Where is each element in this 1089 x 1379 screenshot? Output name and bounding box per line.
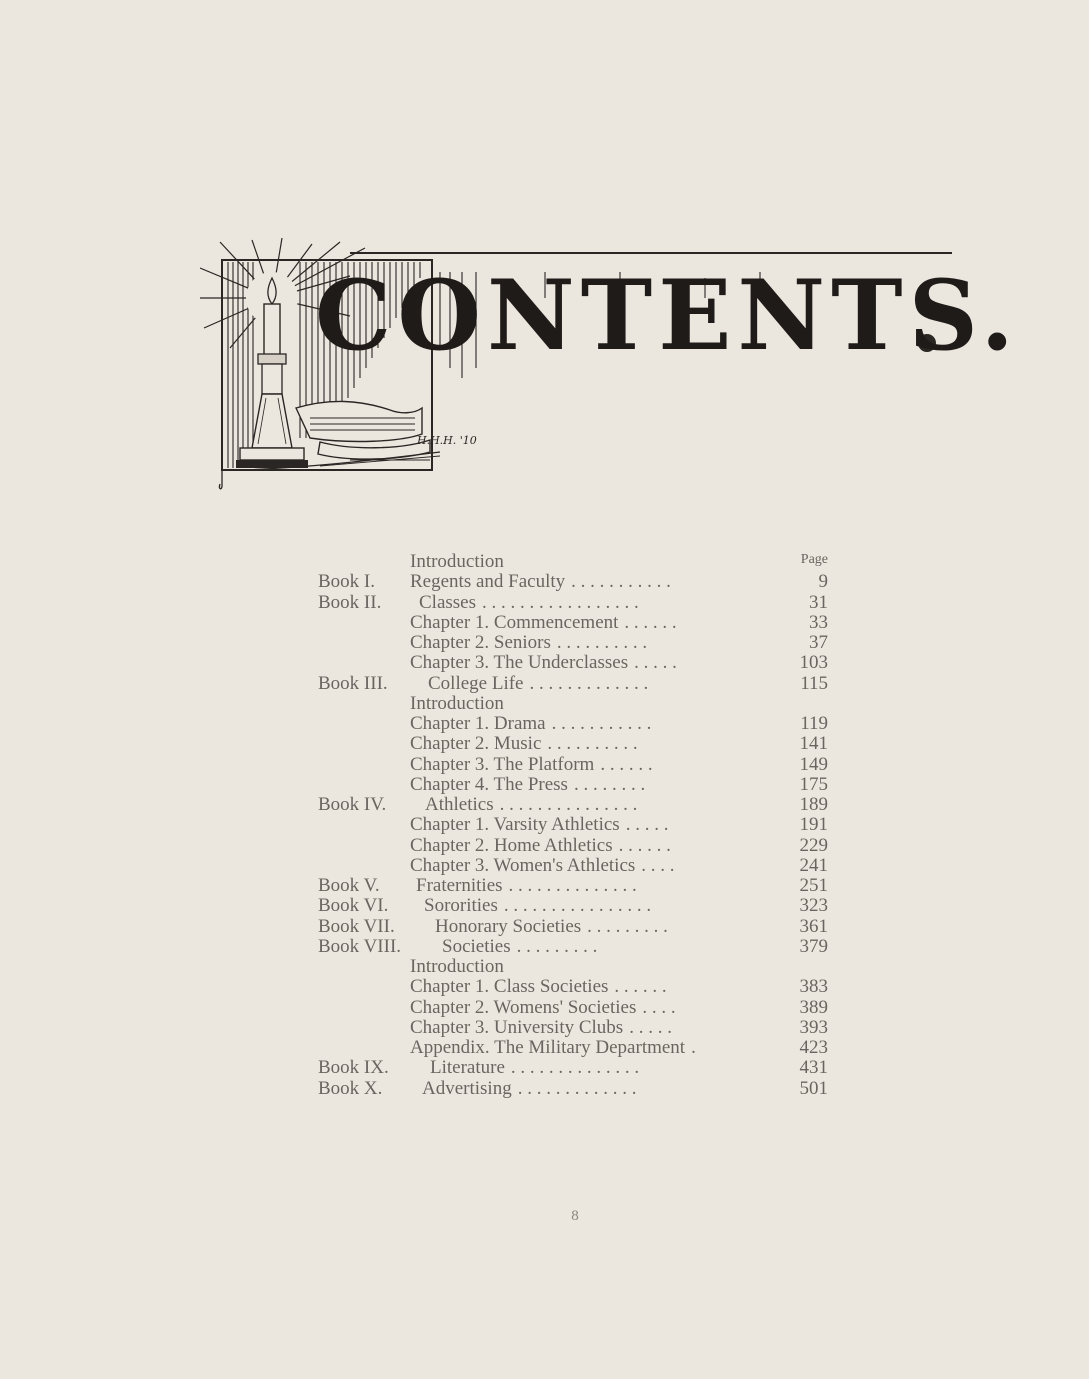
toc-entry-title — [428, 674, 648, 694]
toc-book-label: Book III. — [318, 672, 388, 694]
toc-title-text: Athletics — [425, 794, 494, 815]
toc-entry — [318, 917, 830, 937]
toc-entry — [318, 714, 830, 734]
toc-entry-title — [410, 1038, 696, 1058]
toc-page-number: 141 — [799, 733, 828, 755]
toc-dot-leader: . — [691, 1037, 696, 1058]
toc-dot-leader: . . . . . — [629, 1016, 672, 1038]
toc-title-text: College Life — [428, 672, 524, 694]
toc-entry-title — [410, 694, 510, 714]
toc-entry-title — [410, 755, 653, 775]
toc-title-text: Chapter 2. Home Athletics — [410, 834, 613, 856]
toc-entry-title — [410, 977, 667, 997]
toc-entry-title — [410, 714, 651, 734]
toc-entry-title — [425, 795, 637, 815]
toc-title-text: Introduction — [410, 551, 504, 572]
page-title: CONTENTS. — [315, 259, 1020, 372]
toc-dot-leader: . . . . — [641, 854, 675, 876]
toc-page-number: 37 — [809, 632, 828, 653]
toc-page-number: 423 — [799, 1037, 828, 1058]
toc-entry — [318, 998, 830, 1018]
toc-book-label: Book I. — [318, 571, 375, 593]
toc-dot-leader: . . . . . . — [624, 611, 677, 633]
toc-dot-leader: . . . . . . . . . . — [547, 733, 638, 755]
toc-entry-title — [422, 1079, 636, 1099]
toc-entry — [318, 674, 830, 694]
toc-page-number: 33 — [809, 611, 828, 633]
toc-title-text: Appendix. The Military Department — [410, 1037, 686, 1058]
toc-title-text: Chapter 2. Music — [410, 733, 542, 755]
toc-page-number: 323 — [799, 895, 828, 917]
toc-dot-leader: . . . . . . . . . — [587, 915, 668, 937]
toc-title-text: Chapter 1. Varsity Athletics — [410, 814, 620, 836]
toc-entry — [318, 856, 830, 876]
toc-dot-leader: . . . . — [642, 996, 676, 1018]
toc-title-text: Fraternities — [416, 875, 503, 896]
toc-dot-leader: . . . . . . — [614, 976, 667, 998]
toc-entry — [318, 1038, 830, 1058]
toc-dot-leader: . . . . . . . . . . — [556, 632, 648, 653]
toc-book-label: Book IV. — [318, 794, 387, 815]
toc-dot-leader: . . . . . . . . — [573, 773, 646, 795]
toc-entry-title — [410, 734, 638, 754]
toc-book-label: Book X. — [318, 1077, 383, 1099]
toc-page-number: 189 — [799, 794, 828, 815]
header-rule — [350, 252, 952, 254]
toc-book-label: Book V. — [318, 875, 380, 896]
toc-page-number: 115 — [800, 672, 828, 694]
toc-entry — [318, 633, 830, 653]
toc-title-text: Chapter 3. The Platform — [410, 753, 595, 775]
artist-signature: H.H.H. '10 — [417, 434, 477, 447]
toc-entry-title — [442, 937, 597, 957]
toc-dot-leader: . . . . . . . . . . . . . . . — [499, 794, 638, 815]
toc-dot-leader: . . . . . — [625, 814, 669, 836]
toc-title-text: Chapter 3. Women's Athletics — [410, 854, 636, 876]
toc-entry — [318, 1079, 830, 1099]
toc-page-number: 393 — [799, 1016, 828, 1038]
toc-entry — [318, 734, 830, 754]
toc-entry — [318, 694, 830, 714]
toc-page-number: 175 — [799, 773, 828, 795]
toc-entry-title — [416, 876, 637, 896]
toc-title-text: Classes — [419, 591, 476, 613]
toc-entry — [318, 937, 830, 957]
toc-entry — [318, 957, 830, 977]
toc-page-number: 251 — [799, 875, 828, 896]
toc-entry-title — [410, 552, 510, 572]
toc-title-text: Introduction — [410, 956, 504, 977]
toc-entry-title — [410, 836, 671, 856]
toc-page-number: 31 — [809, 591, 828, 613]
toc-dot-leader: . . . . . . . . . . . . . . — [510, 1057, 640, 1079]
toc-page-number: 149 — [799, 753, 828, 775]
toc-title-text: Societies — [442, 935, 511, 957]
toc-entry-title — [424, 896, 651, 916]
toc-rows — [318, 552, 830, 1099]
toc-page-number: 229 — [799, 834, 828, 856]
toc-page-number: 103 — [799, 652, 828, 674]
toc-dot-leader: . . . . . . — [600, 753, 653, 775]
toc-page-number: 361 — [799, 915, 828, 937]
toc-dot-leader: . . . . . . . . . . . . . — [517, 1077, 637, 1099]
toc-entry-title — [410, 775, 645, 795]
toc-entry-title — [410, 856, 675, 876]
toc-dot-leader: . . . . . . — [618, 834, 671, 856]
toc-dot-leader: . . . . . . . . . . . — [551, 713, 652, 734]
toc-book-label: Book IX. — [318, 1057, 389, 1079]
toc-dot-leader: . . . . . . . . . . . . . . — [508, 875, 637, 896]
toc-title-text: Chapter 2. Seniors — [410, 632, 551, 653]
toc-entry — [318, 977, 830, 997]
toc-dot-leader: . . . . . — [634, 652, 677, 674]
toc-page-number: 501 — [799, 1077, 828, 1099]
toc-entry-title — [410, 633, 647, 653]
toc-title-text: Chapter 1. Drama — [410, 713, 546, 734]
toc-entry-title — [430, 1058, 639, 1078]
toc-page-number: 119 — [800, 713, 828, 734]
toc-entry — [318, 755, 830, 775]
toc-book-label: Book VIII. — [318, 935, 402, 957]
toc-title-text: Chapter 1. Class Societies — [410, 976, 609, 998]
toc-page-number: 383 — [799, 976, 828, 998]
toc-entry — [318, 653, 830, 673]
toc-page-number: 191 — [799, 814, 828, 836]
toc-entry — [318, 613, 830, 633]
toc-entry-title — [410, 957, 510, 977]
page-column-label: Page — [800, 552, 828, 567]
toc-entry-title — [410, 572, 671, 592]
toc-entry-title — [410, 653, 677, 673]
toc-entry-title — [419, 593, 639, 613]
toc-entry — [318, 815, 830, 835]
toc-dot-leader: . . . . . . . . . — [516, 935, 598, 957]
toc-title-text: Regents and Faculty — [410, 571, 566, 593]
toc-title-text: Chapter 1. Commencement — [410, 611, 619, 633]
page-number: 8 — [571, 1208, 579, 1224]
toc-entry-title — [410, 1018, 672, 1038]
toc-entry — [318, 1058, 830, 1078]
toc-entry-title — [435, 917, 668, 937]
toc-entry — [318, 896, 830, 916]
toc-entry — [318, 593, 830, 613]
toc-page-number: 431 — [799, 1057, 828, 1079]
toc-title-text: Chapter 3. The Underclasses — [410, 652, 629, 674]
toc-title-text: Chapter 3. University Clubs — [410, 1016, 624, 1038]
toc-page-number: 9 — [818, 571, 828, 593]
toc-entry-title — [410, 613, 677, 633]
toc-entry-title — [410, 998, 676, 1018]
toc-page-number: 241 — [799, 854, 828, 876]
toc-entry — [318, 836, 830, 856]
toc-title-text: Introduction — [410, 692, 504, 714]
toc-entry-title — [410, 815, 668, 835]
toc-entry — [318, 876, 830, 896]
toc-title-text: Chapter 2. Womens' Societies — [410, 996, 637, 1018]
toc-title-text: Sororities — [424, 895, 498, 917]
toc-dot-leader: . . . . . . . . . . . . . — [529, 672, 649, 694]
toc-title-text: Advertising — [422, 1077, 512, 1099]
toc-title-text: Honorary Societies — [435, 915, 582, 937]
toc-title-text: Chapter 4. The Press — [410, 773, 568, 795]
toc-entry — [318, 775, 830, 795]
toc-book-label: Book VII. — [318, 915, 395, 937]
toc-entry — [318, 795, 830, 815]
table-of-contents — [318, 552, 830, 1099]
toc-title-text: Literature — [430, 1057, 505, 1079]
toc-entry — [318, 552, 830, 572]
toc-book-label: Book VI. — [318, 895, 389, 917]
toc-page-number: 389 — [799, 996, 828, 1018]
toc-book-label: Book II. — [318, 591, 382, 613]
toc-dot-leader: . . . . . . . . . . . — [571, 571, 671, 593]
toc-page-number: 379 — [799, 935, 828, 957]
toc-dot-leader: . . . . . . . . . . . . . . . . . — [482, 591, 639, 613]
toc-entry — [318, 1018, 830, 1038]
toc-dot-leader: . . . . . . . . . . . . . . . . — [503, 895, 652, 917]
toc-entry — [318, 572, 830, 592]
